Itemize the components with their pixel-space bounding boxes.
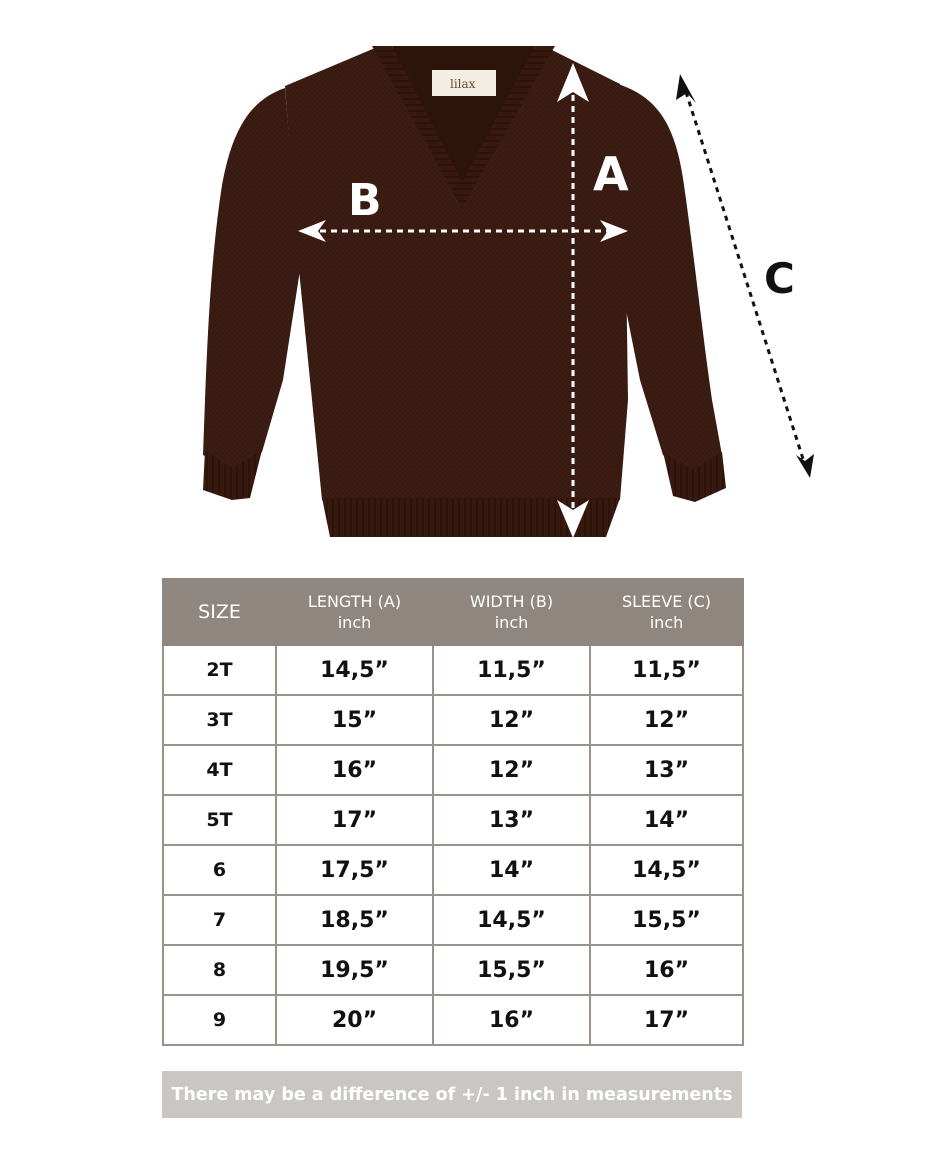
- header-length-unit: inch: [337, 613, 372, 632]
- width-cell: 12”: [433, 695, 590, 745]
- sleeve-cell: 13”: [590, 745, 743, 795]
- brand-label: lilax: [450, 77, 476, 91]
- header-size: SIZE: [163, 579, 276, 645]
- length-cell: 19,5”: [276, 945, 433, 995]
- width-cell: 13”: [433, 795, 590, 845]
- header-width-unit: inch: [494, 613, 529, 632]
- length-cell: 16”: [276, 745, 433, 795]
- header-width-title: WIDTH (B): [469, 592, 554, 611]
- table-row: [163, 645, 743, 695]
- table-row: [163, 945, 743, 995]
- label-a: A: [593, 147, 629, 201]
- length-cell: 15”: [276, 695, 433, 745]
- left-sleeve: [203, 88, 300, 470]
- width-cell: 12”: [433, 745, 590, 795]
- size-cell: 3T: [163, 695, 276, 745]
- header-width: [433, 579, 590, 645]
- size-cell: 8: [163, 945, 276, 995]
- table-row: [163, 995, 743, 1045]
- size-chart-table: [162, 578, 744, 1046]
- table-row: [163, 795, 743, 845]
- table-row: [163, 745, 743, 795]
- sweater-measurement-illustration: [0, 0, 925, 560]
- header-sleeve: [590, 579, 743, 645]
- header-length: [276, 579, 433, 645]
- table-row: [163, 895, 743, 945]
- width-cell: 11,5”: [433, 645, 590, 695]
- header-length-title: LENGTH (A): [307, 592, 402, 611]
- size-cell: 2T: [163, 645, 276, 695]
- length-cell: 17”: [276, 795, 433, 845]
- sleeve-cell: 14,5”: [590, 845, 743, 895]
- width-cell: 14,5”: [433, 895, 590, 945]
- size-cell: 9: [163, 995, 276, 1045]
- size-cell: 5T: [163, 795, 276, 845]
- length-cell: 17,5”: [276, 845, 433, 895]
- width-cell: 14”: [433, 845, 590, 895]
- header-sleeve-unit: inch: [649, 613, 684, 632]
- table-row: [163, 695, 743, 745]
- sleeve-cell: 15,5”: [590, 895, 743, 945]
- size-cell: 6: [163, 845, 276, 895]
- length-cell: 20”: [276, 995, 433, 1045]
- length-cell: 14,5”: [276, 645, 433, 695]
- sleeve-cell: 16”: [590, 945, 743, 995]
- table-row: [163, 845, 743, 895]
- sleeve-cell: 11,5”: [590, 645, 743, 695]
- label-c: C: [764, 254, 795, 303]
- table-header-row: [163, 579, 743, 645]
- sleeve-cell: 14”: [590, 795, 743, 845]
- label-b: B: [348, 175, 382, 226]
- length-cell: 18,5”: [276, 895, 433, 945]
- sleeve-cell: 17”: [590, 995, 743, 1045]
- right-sleeve: [618, 84, 722, 472]
- sleeve-cell: 12”: [590, 695, 743, 745]
- size-cell: 7: [163, 895, 276, 945]
- header-sleeve-title: SLEEVE (C): [621, 592, 712, 611]
- size-cell: 4T: [163, 745, 276, 795]
- measurement-note: There may be a difference of +/- 1 inch in measurements: [162, 1071, 742, 1118]
- width-cell: 15,5”: [433, 945, 590, 995]
- width-cell: 16”: [433, 995, 590, 1045]
